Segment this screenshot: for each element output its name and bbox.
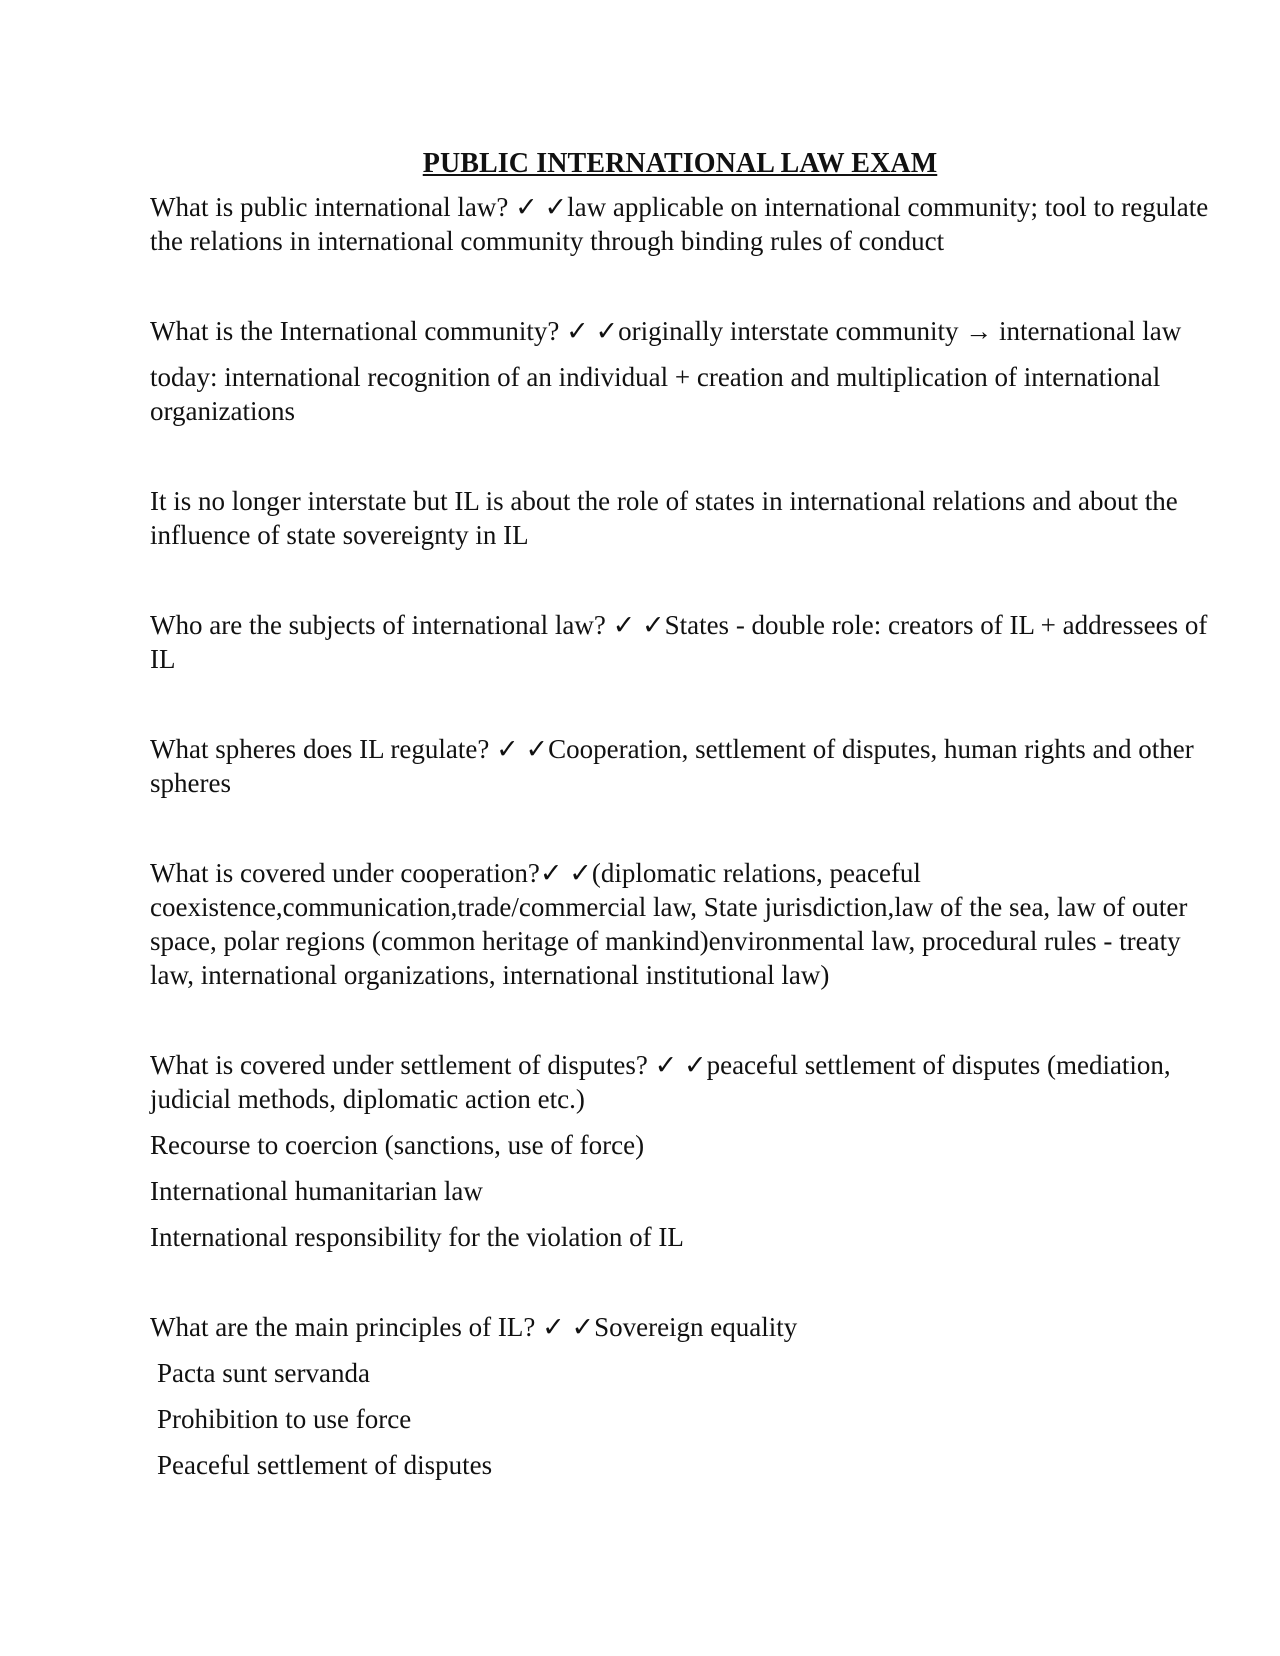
paragraph-prohibition-force: Prohibition to use force bbox=[157, 1404, 412, 1434]
paragraph-subjects: Who are the subjects of international law? ✓ ✓States - double role: creators of IL + addressees of IL bbox=[150, 610, 1208, 674]
paragraph-recourse-to-coercion: Recourse to coercion (sanctions, use of force) bbox=[150, 1130, 645, 1160]
document-title: PUBLIC INTERNATIONAL LAW EXAM bbox=[422, 148, 938, 179]
paragraph-today: today: international recognition of an individual + creation and multiplication of international organizations bbox=[150, 362, 1161, 426]
paragraph-pacta-sunt-servanda: Pacta sunt servanda bbox=[157, 1358, 370, 1388]
paragraph-international-responsibility: International responsibility for the violation of IL bbox=[150, 1222, 684, 1252]
paragraph-humanitarian-law: International humanitarian law bbox=[150, 1176, 483, 1206]
paragraph-cooperation: What is covered under cooperation?✓ ✓(diplomatic relations, peaceful coexistence,communication,trade/commercial law, State jurisdiction,law of the sea, law of outer space, polar regions (common heritage of mankind)environmental law, procedural rules - treaty law, international organizations, international institutional law) bbox=[150, 858, 1188, 990]
paragraph-settlement-of-disputes: What is covered under settlement of disputes? ✓ ✓peaceful settlement of disputes (mediation, judicial methods, diplomatic action etc.) bbox=[150, 1050, 1171, 1114]
paragraph-no-longer-interstate: It is no longer interstate but IL is about the role of states in international relations and about the influence of state sovereignty in IL bbox=[150, 486, 1178, 550]
paragraph-public-international-law: What is public international law? ✓ ✓law applicable on international community; tool to regulate the relations in international community through binding rules of conduct bbox=[150, 192, 1209, 256]
document-page bbox=[150, 148, 1210, 1482]
paragraph-spheres: What spheres does IL regulate? ✓ ✓Cooperation, settlement of disputes, human rights and other spheres bbox=[150, 734, 1194, 798]
paragraph-peaceful-settlement: Peaceful settlement of disputes bbox=[157, 1450, 493, 1480]
paragraph-main-principles: What are the main principles of IL? ✓ ✓Sovereign equality bbox=[150, 1312, 798, 1342]
paragraph-international-community: What is the International community? ✓ ✓originally interstate community → international law bbox=[150, 316, 1182, 346]
